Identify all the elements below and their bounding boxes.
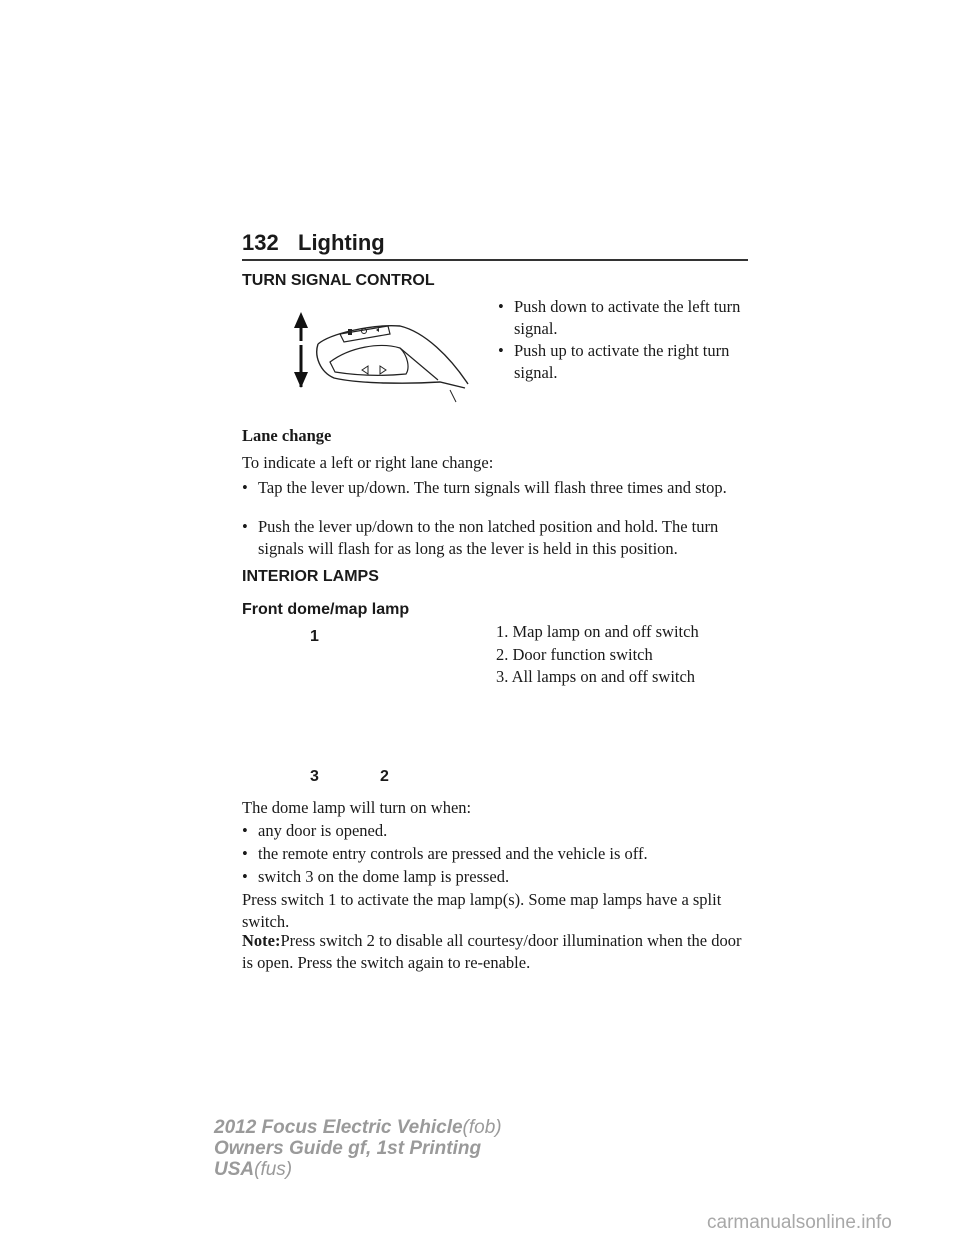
- legend-item: 2. Door function switch: [496, 645, 653, 664]
- watermark: carmanualsonline.info: [707, 1212, 892, 1233]
- header-rule: [242, 259, 748, 261]
- list-item: • switch 3 on the dome lamp is pressed.: [242, 867, 510, 886]
- page-number: 132: [242, 230, 279, 255]
- list-item: • Push the lever up/down to the non latched position and hold. The turn signals will flash for as long as the lever is held in this position.: [242, 517, 719, 558]
- interior-lamps-heading: INTERIOR LAMPS: [242, 568, 379, 585]
- list-item: • the remote entry controls are pressed and the vehicle is off.: [242, 844, 648, 863]
- legend-item: 1. Map lamp on and off switch: [496, 622, 699, 641]
- callout-2: 2: [380, 768, 389, 785]
- legend-item: 3. All lamps on and off switch: [496, 667, 696, 686]
- footer-region: USA(fus): [214, 1159, 293, 1180]
- turn-signal-heading: TURN SIGNAL CONTROL: [242, 272, 435, 289]
- lane-change-intro: To indicate a left or right lane change:: [242, 453, 494, 472]
- note-text: Press switch 2 to disable all courtesy/door illumination when the door is open. Press the switch again to re-enable.: [242, 931, 742, 972]
- list-item: • Push down to activate the left turn signal.: [498, 297, 741, 338]
- footer-guide: Owners Guide gf, 1st Printing: [214, 1138, 482, 1159]
- list-item: • Push up to activate the right turn signal.: [498, 341, 730, 382]
- lane-change-heading: Lane change: [242, 426, 332, 445]
- front-dome-subheading: Front dome/map lamp: [242, 601, 410, 618]
- map-lamp-paragraph: Press switch 1 to activate the map lamp(s). Some map lamps have a split switch.: [242, 890, 722, 931]
- callout-1: 1: [310, 628, 319, 645]
- callout-3: 3: [310, 768, 319, 785]
- turn-signal-lever-illustration: [290, 312, 475, 404]
- list-item: • Tap the lever up/down. The turn signals will flash three times and stop.: [242, 478, 727, 497]
- dome-intro: The dome lamp will turn on when:: [242, 798, 472, 817]
- list-item: • any door is opened.: [242, 821, 388, 840]
- section-title: Lighting: [298, 230, 385, 255]
- note-paragraph: [242, 930, 754, 974]
- note-label: Note:: [242, 931, 281, 950]
- footer-vehicle: 2012 Focus Electric Vehicle(fob): [214, 1117, 502, 1138]
